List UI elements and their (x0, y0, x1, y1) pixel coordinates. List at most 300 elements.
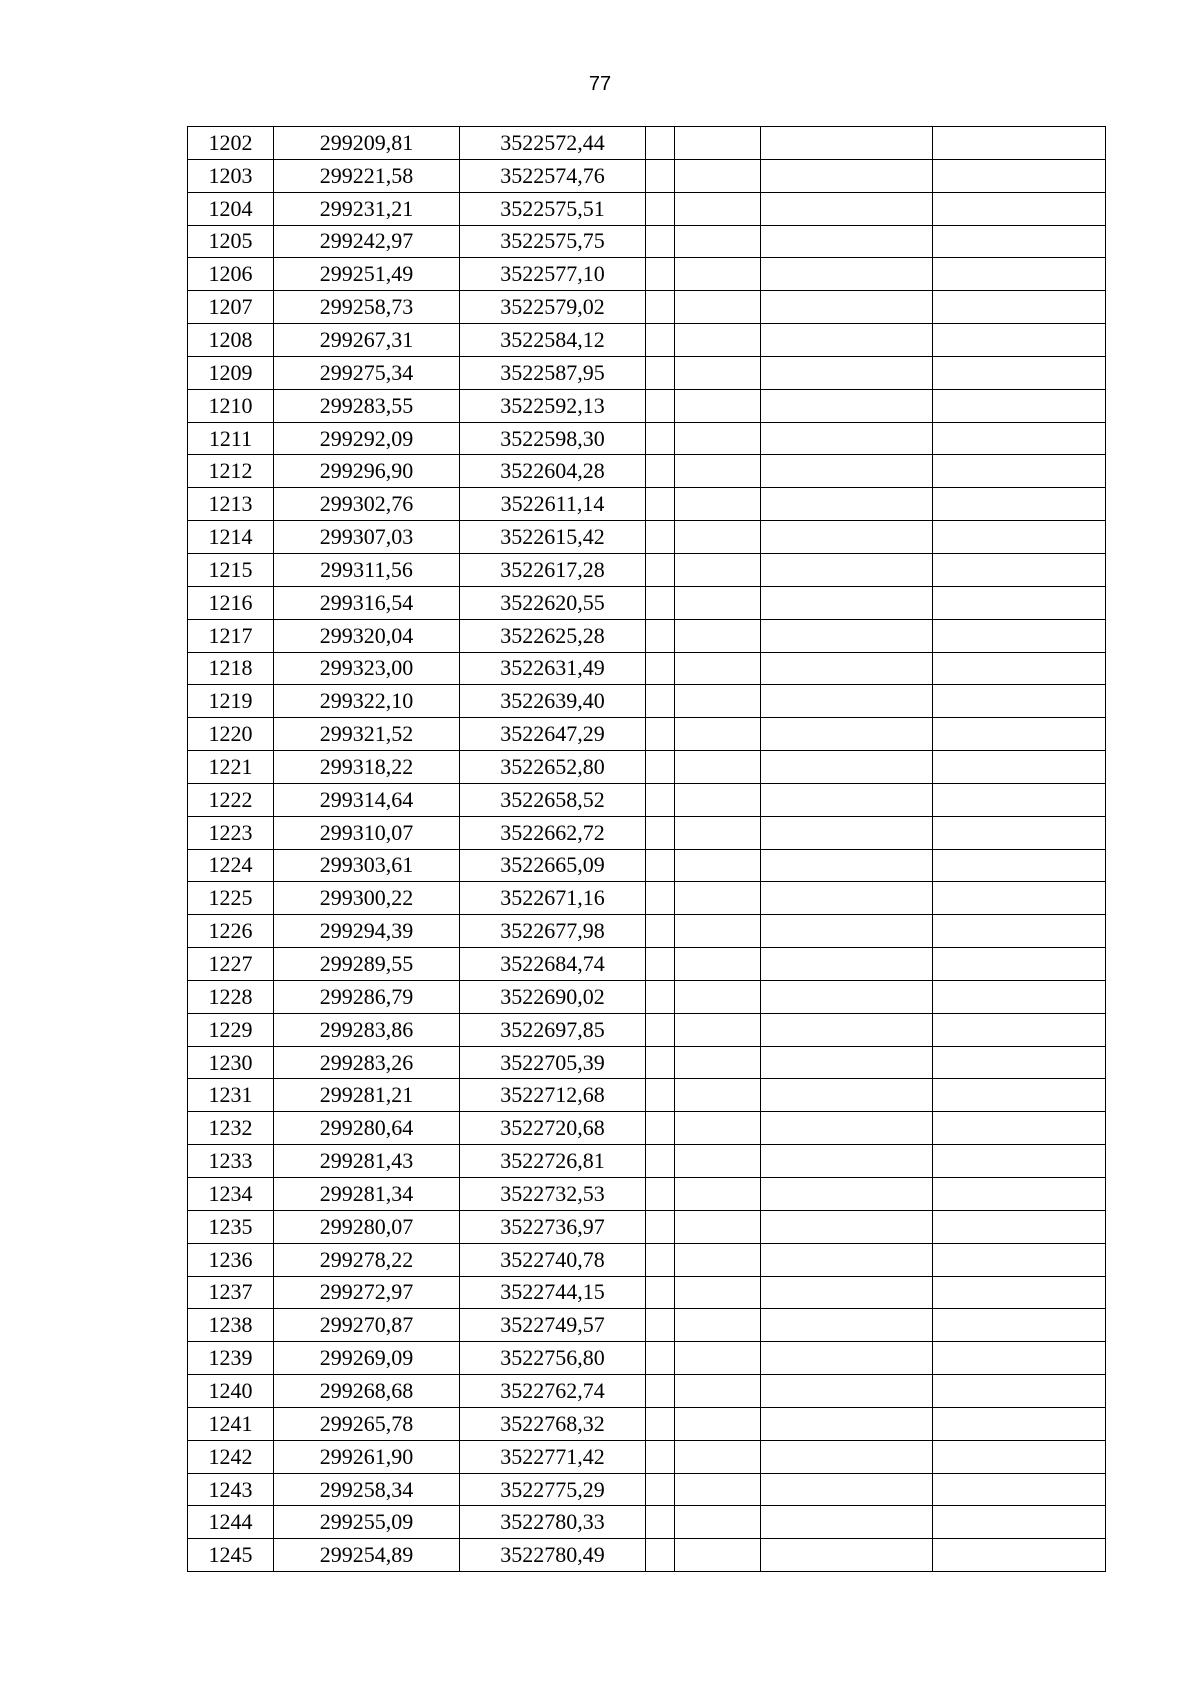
point-number-cell: 1233 (188, 1145, 274, 1178)
table-row (188, 751, 1106, 784)
table-row (188, 455, 1106, 488)
empty-cell (646, 192, 675, 225)
y-coordinate-cell: 3522662,72 (460, 816, 646, 849)
x-coordinate-cell: 299316,54 (274, 586, 460, 619)
empty-cell (761, 192, 933, 225)
empty-cell (933, 1473, 1106, 1506)
x-coordinate-cell: 299258,34 (274, 1473, 460, 1506)
empty-cell (675, 980, 761, 1013)
empty-cell (646, 1079, 675, 1112)
point-number-cell: 1213 (188, 488, 274, 521)
x-coordinate-cell: 299292,09 (274, 422, 460, 455)
table-row (188, 882, 1106, 915)
y-coordinate-cell: 3522611,14 (460, 488, 646, 521)
empty-cell (933, 1145, 1106, 1178)
empty-cell (675, 718, 761, 751)
y-coordinate-cell: 3522631,49 (460, 652, 646, 685)
point-number-cell: 1215 (188, 553, 274, 586)
y-coordinate-cell: 3522771,42 (460, 1440, 646, 1473)
empty-cell (675, 225, 761, 258)
empty-cell (933, 1407, 1106, 1440)
point-number-cell: 1206 (188, 258, 274, 291)
empty-cell (646, 225, 675, 258)
y-coordinate-cell: 3522575,75 (460, 225, 646, 258)
x-coordinate-cell: 299289,55 (274, 948, 460, 981)
table-row (188, 356, 1106, 389)
empty-cell (675, 1506, 761, 1539)
empty-cell (933, 783, 1106, 816)
point-number-cell: 1228 (188, 980, 274, 1013)
empty-cell (646, 258, 675, 291)
empty-cell (761, 1145, 933, 1178)
empty-cell (646, 1506, 675, 1539)
table-row (188, 849, 1106, 882)
empty-cell (675, 849, 761, 882)
empty-cell (761, 389, 933, 422)
table-row (188, 1079, 1106, 1112)
x-coordinate-cell: 299242,97 (274, 225, 460, 258)
table-row (188, 291, 1106, 324)
y-coordinate-cell: 3522598,30 (460, 422, 646, 455)
x-coordinate-cell: 299323,00 (274, 652, 460, 685)
y-coordinate-cell: 3522720,68 (460, 1112, 646, 1145)
empty-cell (675, 488, 761, 521)
point-number-cell: 1245 (188, 1539, 274, 1572)
point-number-cell: 1227 (188, 948, 274, 981)
empty-cell (933, 1112, 1106, 1145)
empty-cell (933, 159, 1106, 192)
empty-cell (646, 652, 675, 685)
x-coordinate-cell: 299280,64 (274, 1112, 460, 1145)
table-row (188, 389, 1106, 422)
point-number-cell: 1241 (188, 1407, 274, 1440)
x-coordinate-cell: 299307,03 (274, 521, 460, 554)
empty-cell (646, 1046, 675, 1079)
empty-cell (933, 1309, 1106, 1342)
table-row (188, 1046, 1106, 1079)
table-row (188, 422, 1106, 455)
x-coordinate-cell: 299318,22 (274, 751, 460, 784)
empty-cell (646, 980, 675, 1013)
y-coordinate-cell: 3522652,80 (460, 751, 646, 784)
table-row (188, 1375, 1106, 1408)
empty-cell (675, 1407, 761, 1440)
empty-cell (761, 1210, 933, 1243)
empty-cell (646, 685, 675, 718)
y-coordinate-cell: 3522712,68 (460, 1079, 646, 1112)
empty-cell (761, 1079, 933, 1112)
empty-cell (646, 1473, 675, 1506)
y-coordinate-cell: 3522762,74 (460, 1375, 646, 1408)
y-coordinate-cell: 3522604,28 (460, 455, 646, 488)
y-coordinate-cell: 3522577,10 (460, 258, 646, 291)
empty-cell (675, 1013, 761, 1046)
empty-cell (933, 192, 1106, 225)
y-coordinate-cell: 3522736,97 (460, 1210, 646, 1243)
y-coordinate-cell: 3522587,95 (460, 356, 646, 389)
y-coordinate-cell: 3522749,57 (460, 1309, 646, 1342)
empty-cell (761, 356, 933, 389)
empty-cell (761, 1342, 933, 1375)
point-number-cell: 1210 (188, 389, 274, 422)
coordinates-table-body (188, 127, 1106, 1572)
empty-cell (675, 1539, 761, 1572)
table-row (188, 718, 1106, 751)
empty-cell (933, 751, 1106, 784)
empty-cell (933, 225, 1106, 258)
x-coordinate-cell: 299314,64 (274, 783, 460, 816)
empty-cell (646, 915, 675, 948)
y-coordinate-cell: 3522574,76 (460, 159, 646, 192)
empty-cell (761, 685, 933, 718)
point-number-cell: 1234 (188, 1178, 274, 1211)
empty-cell (933, 1243, 1106, 1276)
point-number-cell: 1203 (188, 159, 274, 192)
table-row (188, 783, 1106, 816)
empty-cell (761, 553, 933, 586)
empty-cell (675, 159, 761, 192)
point-number-cell: 1238 (188, 1309, 274, 1342)
empty-cell (675, 455, 761, 488)
empty-cell (761, 816, 933, 849)
empty-cell (646, 127, 675, 160)
y-coordinate-cell: 3522584,12 (460, 324, 646, 357)
x-coordinate-cell: 299286,79 (274, 980, 460, 1013)
x-coordinate-cell: 299254,89 (274, 1539, 460, 1572)
empty-cell (646, 1145, 675, 1178)
point-number-cell: 1236 (188, 1243, 274, 1276)
empty-cell (933, 849, 1106, 882)
empty-cell (761, 1506, 933, 1539)
empty-cell (761, 258, 933, 291)
table-row (188, 1210, 1106, 1243)
empty-cell (761, 1243, 933, 1276)
empty-cell (675, 1309, 761, 1342)
table-row (188, 258, 1106, 291)
y-coordinate-cell: 3522780,49 (460, 1539, 646, 1572)
point-number-cell: 1220 (188, 718, 274, 751)
empty-cell (646, 882, 675, 915)
x-coordinate-cell: 299221,58 (274, 159, 460, 192)
empty-cell (933, 422, 1106, 455)
point-number-cell: 1222 (188, 783, 274, 816)
empty-cell (646, 1243, 675, 1276)
x-coordinate-cell: 299251,49 (274, 258, 460, 291)
table-row (188, 553, 1106, 586)
empty-cell (675, 751, 761, 784)
empty-cell (675, 291, 761, 324)
table-row (188, 619, 1106, 652)
empty-cell (646, 1210, 675, 1243)
point-number-cell: 1211 (188, 422, 274, 455)
empty-cell (675, 783, 761, 816)
empty-cell (675, 1473, 761, 1506)
empty-cell (761, 1309, 933, 1342)
empty-cell (761, 324, 933, 357)
empty-cell (646, 1178, 675, 1211)
x-coordinate-cell: 299270,87 (274, 1309, 460, 1342)
point-number-cell: 1219 (188, 685, 274, 718)
empty-cell (646, 159, 675, 192)
empty-cell (675, 816, 761, 849)
empty-cell (646, 455, 675, 488)
empty-cell (933, 1178, 1106, 1211)
empty-cell (646, 1407, 675, 1440)
empty-cell (761, 1112, 933, 1145)
table-row (188, 1407, 1106, 1440)
empty-cell (646, 488, 675, 521)
point-number-cell: 1231 (188, 1079, 274, 1112)
empty-cell (675, 389, 761, 422)
table-row (188, 1309, 1106, 1342)
empty-cell (675, 948, 761, 981)
point-number-cell: 1205 (188, 225, 274, 258)
point-number-cell: 1214 (188, 521, 274, 554)
empty-cell (646, 1112, 675, 1145)
point-number-cell: 1244 (188, 1506, 274, 1539)
empty-cell (761, 1276, 933, 1309)
empty-cell (675, 1440, 761, 1473)
empty-cell (646, 389, 675, 422)
x-coordinate-cell: 299310,07 (274, 816, 460, 849)
empty-cell (646, 356, 675, 389)
y-coordinate-cell: 3522575,51 (460, 192, 646, 225)
table-row (188, 1112, 1106, 1145)
table-row (188, 652, 1106, 685)
empty-cell (675, 1178, 761, 1211)
empty-cell (675, 422, 761, 455)
empty-cell (761, 1013, 933, 1046)
x-coordinate-cell: 299281,34 (274, 1178, 460, 1211)
y-coordinate-cell: 3522726,81 (460, 1145, 646, 1178)
empty-cell (675, 652, 761, 685)
y-coordinate-cell: 3522677,98 (460, 915, 646, 948)
table-row (188, 324, 1106, 357)
point-number-cell: 1239 (188, 1342, 274, 1375)
empty-cell (933, 324, 1106, 357)
empty-cell (646, 948, 675, 981)
empty-cell (933, 718, 1106, 751)
table-row (188, 1506, 1106, 1539)
empty-cell (761, 225, 933, 258)
empty-cell (761, 849, 933, 882)
empty-cell (933, 652, 1106, 685)
empty-cell (933, 619, 1106, 652)
empty-cell (761, 159, 933, 192)
empty-cell (761, 521, 933, 554)
y-coordinate-cell: 3522639,40 (460, 685, 646, 718)
empty-cell (761, 1046, 933, 1079)
point-number-cell: 1217 (188, 619, 274, 652)
point-number-cell: 1218 (188, 652, 274, 685)
empty-cell (761, 652, 933, 685)
table-row (188, 980, 1106, 1013)
empty-cell (933, 1440, 1106, 1473)
x-coordinate-cell: 299283,55 (274, 389, 460, 422)
y-coordinate-cell: 3522697,85 (460, 1013, 646, 1046)
table-row (188, 159, 1106, 192)
empty-cell (933, 948, 1106, 981)
x-coordinate-cell: 299209,81 (274, 127, 460, 160)
x-coordinate-cell: 299296,90 (274, 455, 460, 488)
empty-cell (761, 783, 933, 816)
empty-cell (675, 356, 761, 389)
empty-cell (933, 586, 1106, 619)
empty-cell (646, 751, 675, 784)
empty-cell (675, 915, 761, 948)
x-coordinate-cell: 299302,76 (274, 488, 460, 521)
point-number-cell: 1223 (188, 816, 274, 849)
empty-cell (675, 127, 761, 160)
empty-cell (761, 915, 933, 948)
empty-cell (933, 488, 1106, 521)
table-row (188, 586, 1106, 619)
empty-cell (761, 1375, 933, 1408)
x-coordinate-cell: 299278,22 (274, 1243, 460, 1276)
empty-cell (675, 1145, 761, 1178)
point-number-cell: 1225 (188, 882, 274, 915)
x-coordinate-cell: 299267,31 (274, 324, 460, 357)
empty-cell (646, 718, 675, 751)
empty-cell (933, 1013, 1106, 1046)
empty-cell (646, 619, 675, 652)
y-coordinate-cell: 3522744,15 (460, 1276, 646, 1309)
empty-cell (761, 718, 933, 751)
empty-cell (675, 619, 761, 652)
empty-cell (761, 1440, 933, 1473)
empty-cell (646, 816, 675, 849)
x-coordinate-cell: 299280,07 (274, 1210, 460, 1243)
empty-cell (933, 127, 1106, 160)
empty-cell (675, 1243, 761, 1276)
x-coordinate-cell: 299300,22 (274, 882, 460, 915)
y-coordinate-cell: 3522671,16 (460, 882, 646, 915)
empty-cell (761, 619, 933, 652)
table-row (188, 127, 1106, 160)
page-number: 77 (588, 73, 612, 95)
empty-cell (761, 455, 933, 488)
empty-cell (675, 324, 761, 357)
y-coordinate-cell: 3522690,02 (460, 980, 646, 1013)
empty-cell (761, 751, 933, 784)
y-coordinate-cell: 3522775,29 (460, 1473, 646, 1506)
point-number-cell: 1202 (188, 127, 274, 160)
y-coordinate-cell: 3522684,74 (460, 948, 646, 981)
empty-cell (675, 1112, 761, 1145)
empty-cell (933, 1046, 1106, 1079)
point-number-cell: 1237 (188, 1276, 274, 1309)
empty-cell (675, 1375, 761, 1408)
empty-cell (933, 882, 1106, 915)
x-coordinate-cell: 299322,10 (274, 685, 460, 718)
empty-cell (933, 1079, 1106, 1112)
empty-cell (646, 783, 675, 816)
empty-cell (933, 1375, 1106, 1408)
table-row (188, 915, 1106, 948)
empty-cell (675, 1342, 761, 1375)
empty-cell (646, 849, 675, 882)
point-number-cell: 1243 (188, 1473, 274, 1506)
empty-cell (933, 291, 1106, 324)
empty-cell (933, 685, 1106, 718)
empty-cell (675, 1210, 761, 1243)
table-row (188, 225, 1106, 258)
empty-cell (933, 356, 1106, 389)
table-row (188, 1342, 1106, 1375)
empty-cell (933, 455, 1106, 488)
x-coordinate-cell: 299261,90 (274, 1440, 460, 1473)
y-coordinate-cell: 3522647,29 (460, 718, 646, 751)
point-number-cell: 1221 (188, 751, 274, 784)
point-number-cell: 1224 (188, 849, 274, 882)
empty-cell (761, 1178, 933, 1211)
empty-cell (761, 586, 933, 619)
x-coordinate-cell: 299320,04 (274, 619, 460, 652)
table-row (188, 1473, 1106, 1506)
empty-cell (761, 1407, 933, 1440)
point-number-cell: 1230 (188, 1046, 274, 1079)
empty-cell (933, 816, 1106, 849)
empty-cell (646, 586, 675, 619)
point-number-cell: 1240 (188, 1375, 274, 1408)
y-coordinate-cell: 3522665,09 (460, 849, 646, 882)
y-coordinate-cell: 3522732,53 (460, 1178, 646, 1211)
x-coordinate-cell: 299281,43 (274, 1145, 460, 1178)
empty-cell (675, 521, 761, 554)
y-coordinate-cell: 3522617,28 (460, 553, 646, 586)
y-coordinate-cell: 3522705,39 (460, 1046, 646, 1079)
x-coordinate-cell: 299255,09 (274, 1506, 460, 1539)
x-coordinate-cell: 299311,56 (274, 553, 460, 586)
table-row (188, 1145, 1106, 1178)
empty-cell (761, 127, 933, 160)
table-row (188, 521, 1106, 554)
empty-cell (761, 488, 933, 521)
point-number-cell: 1207 (188, 291, 274, 324)
empty-cell (761, 948, 933, 981)
coordinates-table (187, 126, 1106, 1572)
empty-cell (933, 1539, 1106, 1572)
point-number-cell: 1226 (188, 915, 274, 948)
empty-cell (761, 882, 933, 915)
empty-cell (933, 915, 1106, 948)
y-coordinate-cell: 3522579,02 (460, 291, 646, 324)
y-coordinate-cell: 3522780,33 (460, 1506, 646, 1539)
x-coordinate-cell: 299272,97 (274, 1276, 460, 1309)
y-coordinate-cell: 3522756,80 (460, 1342, 646, 1375)
empty-cell (675, 258, 761, 291)
empty-cell (675, 1276, 761, 1309)
empty-cell (646, 1342, 675, 1375)
table-row (188, 1178, 1106, 1211)
empty-cell (646, 422, 675, 455)
y-coordinate-cell: 3522615,42 (460, 521, 646, 554)
table-row (188, 192, 1106, 225)
empty-cell (646, 1375, 675, 1408)
empty-cell (646, 1013, 675, 1046)
y-coordinate-cell: 3522740,78 (460, 1243, 646, 1276)
empty-cell (675, 586, 761, 619)
x-coordinate-cell: 299283,86 (274, 1013, 460, 1046)
empty-cell (761, 291, 933, 324)
empty-cell (675, 1046, 761, 1079)
table-row (188, 685, 1106, 718)
point-number-cell: 1232 (188, 1112, 274, 1145)
x-coordinate-cell: 299303,61 (274, 849, 460, 882)
table-row (188, 1013, 1106, 1046)
x-coordinate-cell: 299321,52 (274, 718, 460, 751)
empty-cell (933, 389, 1106, 422)
